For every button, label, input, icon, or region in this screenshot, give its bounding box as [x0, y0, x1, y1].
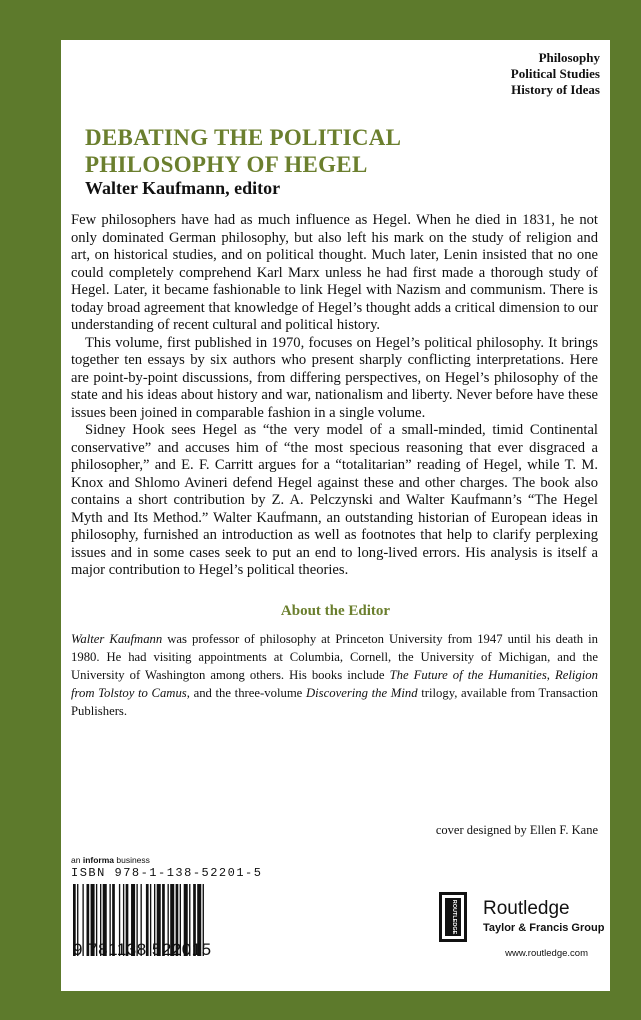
- bio-name: Walter Kaufmann: [71, 632, 163, 646]
- informa-brand: informa: [82, 855, 114, 865]
- subject-philosophy: Philosophy: [538, 50, 600, 65]
- bio-text: trilogy, available from Transaction Publishers.: [71, 686, 598, 718]
- subject-categories: [511, 50, 600, 98]
- barcode: [71, 884, 234, 976]
- about-editor-heading: About the Editor: [280, 603, 391, 619]
- bio-book-title: Discovering the Mind: [305, 686, 418, 700]
- bio-separator: ,: [546, 668, 555, 682]
- editor-bio: [71, 630, 598, 720]
- bio-book-title: Religion from Tolstoy to Camus: [71, 668, 598, 700]
- subject-history-of-ideas: History of Ideas: [511, 82, 600, 97]
- barcode-digits: 9 781138 522015: [73, 940, 212, 959]
- subject-political-studies: Political Studies: [510, 66, 600, 81]
- description-paragraph: Sidney Hook sees Hegel as “the very model of a small-minded, timid Continental conservative” and accuses him of “the most specious reasoning that ever disgraced a philosopher,” and E. F. Carritt argues for a “totalitarian” reading of Hegel, while T. M. Knox and Shlomo Avineri defend Hegel against these and other charges. The book also contains a short contribution by Z. A. Pelczynski and Walter Kaufmann’s “The Hegel Myth and Its Method.” Walter Kaufmann, an outstanding historian of European ideas in philosophy, furnished an introduction as well as footnotes that help to clarify perplexing issues and in some cases seek to put an end to long-lived errors. His analysis is itself a major contribution to Hegel’s political theories.: [71, 422, 598, 578]
- title-line-2: PHILOSOPHY OF HEGEL: [85, 152, 368, 177]
- publisher-group: Taylor & Francis Group: [483, 922, 605, 934]
- logo-wordmark: ROUTLEDGE: [451, 899, 457, 935]
- description-paragraph: Few philosophers have had as much influence as Hegel. When he died in 1831, he not only dominated German philosophy, but also left his mark on the study of religion and art, on historical studies, and on political thought. Much later, Lenin insisted that no one could completely comprehend Karl Marx unless he had first made a thorough study of Hegel. Later, it became fashionable to link Hegel with Nazism and communism. There is today broad agreement that knowledge of Hegel’s thought adds a critical dimension to our understanding of recent cultural and political history.: [71, 212, 598, 333]
- routledge-logo-icon: [439, 892, 467, 942]
- barcode-graphic: [71, 884, 234, 976]
- editor-credit: Walter Kaufmann, editor: [85, 178, 281, 198]
- title-line-1: DEBATING THE POLITICAL: [85, 125, 402, 150]
- bio-text: , and the three-volume: [186, 686, 306, 700]
- cover-design-credit: cover designed by Ellen F. Kane: [435, 823, 598, 837]
- publisher-url[interactable]: www.routledge.com: [505, 948, 588, 959]
- bio-book-title: The Future of the Humanities: [389, 668, 547, 682]
- description: [71, 212, 598, 580]
- publisher-name: Routledge: [483, 898, 570, 919]
- informa-business-tag: [71, 855, 150, 865]
- bio-text: was professor of philosophy at Princeton University from 1947 until his death in 1980. He had visiting appointments at Columbia, Cornell, the University of Michigan, and the University of Washington among others. His books include: [71, 632, 599, 682]
- isbn-label: ISBN 978-1-138-52201-5: [71, 866, 263, 880]
- book-title: [85, 124, 505, 178]
- back-cover: [61, 40, 610, 991]
- description-paragraph: This volume, first published in 1970, focuses on Hegel’s political philosophy. It brings together ten essays by six authors who present sharply conflicting interpretations. Here are point-by-point discussions, from differing perspectives, on Hegel’s philosophy of the state and his ideas about history and war, nationalism and liberty. Never before have these issues been joined in comparable fashion in a single volume.: [71, 334, 598, 421]
- informa-prefix: an: [71, 855, 83, 865]
- informa-suffix: business: [114, 855, 150, 865]
